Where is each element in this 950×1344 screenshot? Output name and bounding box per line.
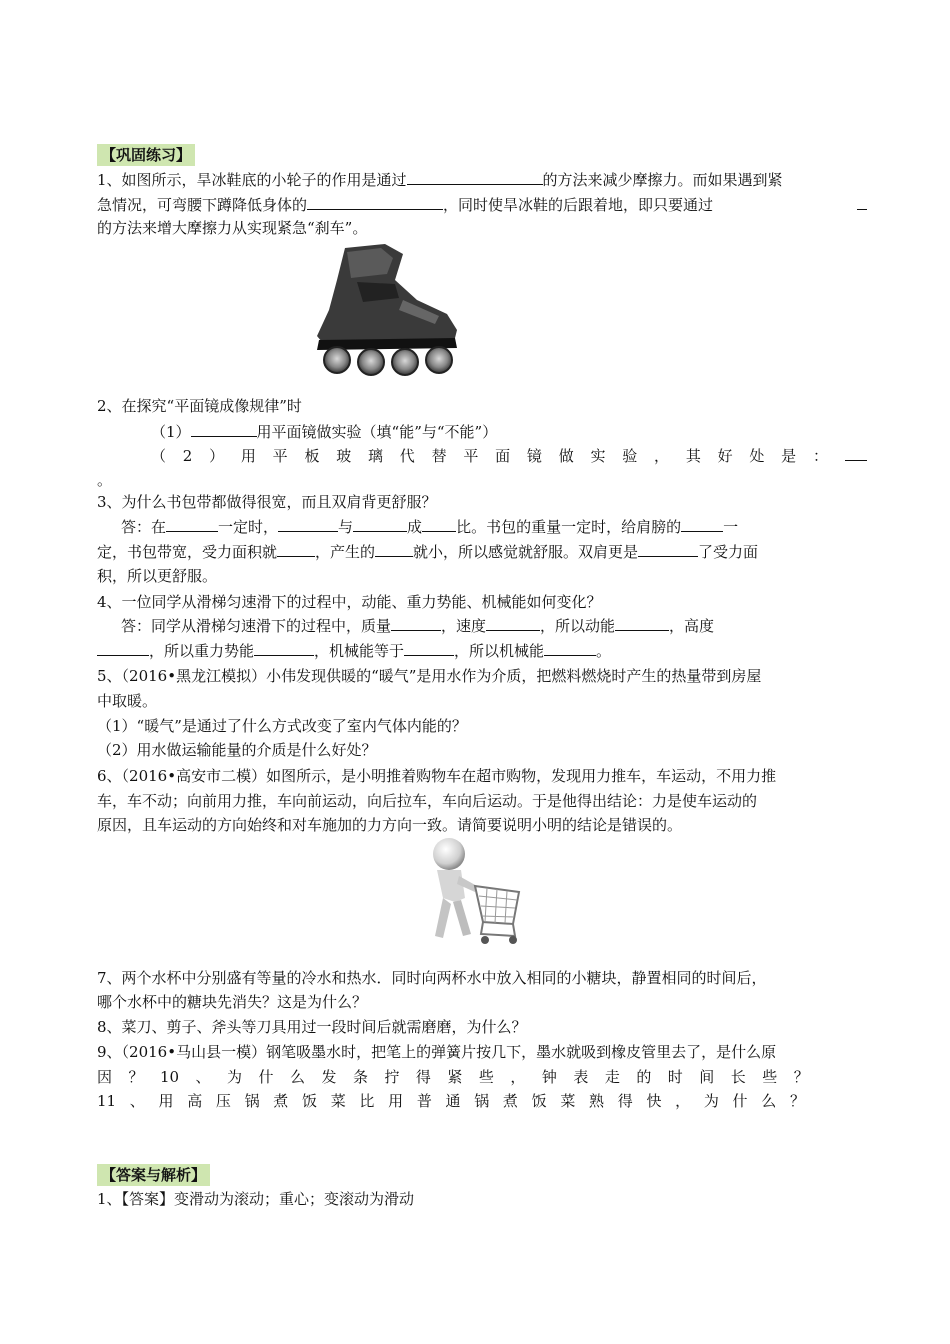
shopping-cart-figure-image (425, 836, 525, 948)
q4-line2: 答：同学从滑梯匀速滑下的过程中，质量 ，速度 ，所以动能 ，高度 (97, 614, 867, 639)
q4-blank5[interactable] (254, 639, 314, 656)
q3-blank8[interactable] (638, 540, 698, 557)
q7-line1: 7、两个水杯中分别盛有等量的冷水和热水．同时向两杯水中放入相同的小糖块，静置相同的时间后， (97, 969, 767, 987)
q5-line1: 5、（2016•黑龙江模拟）小伟发现供暖的“暖气”是用水作为介质，把燃料燃烧时产生的热量带到房屋 (97, 667, 762, 685)
q9-line2: 因 ？ 10 、 为 什 么 发 条 拧 得 紧 些 ， 钟 表 走 的 时 间 长 些 ？ (97, 1068, 809, 1086)
q3-blank1[interactable] (166, 515, 218, 532)
q4-blank4[interactable] (97, 639, 149, 656)
q6-line3: 原因，且车运动的方向始终和对车施加的力方向一致。请简要说明小明的结论是错误的。 (97, 816, 683, 834)
q1-line3: 的方法来增大摩擦力从实现紧急“刹车”。 (97, 219, 368, 237)
q3-blank2[interactable] (278, 515, 338, 532)
q2-blank1[interactable] (191, 420, 257, 437)
q1-line1: 1、如图所示，旱冰鞋底的小轮子的作用是通过 的方法来减少摩擦力。而如果遇到紧 (97, 168, 867, 193)
q1-blank3[interactable] (857, 193, 867, 210)
q4-blank2[interactable] (486, 614, 540, 631)
q2-end: 。 (97, 471, 113, 489)
q9-line3: 11 、 用 高 压 锅 煮 饭 菜 比 用 普 通 锅 煮 饭 菜 熟 得 快 ， 为 什 么 ？ (97, 1092, 805, 1110)
q4-line3: ，所以重力势能 ，机械能等于 ，所以机械能 。 (97, 639, 867, 664)
q7-line2: 哪个水杯中的糖块先消失？这是为什么？ (97, 993, 368, 1011)
q2-blank2[interactable] (845, 444, 867, 461)
q2-sub2: （ 2 ） 用 平 板 玻 璃 代 替 平 面 镜 做 实 验 ， 其 好 处 是 ： (97, 444, 867, 469)
q4-blank6[interactable] (404, 639, 454, 656)
q3-blank4[interactable] (422, 515, 456, 532)
q3-blank5[interactable] (681, 515, 723, 532)
q2-line1: 2、在探究“平面镜成像规律”时 (97, 397, 302, 415)
q3-line2: 答：在 一定时， 与 成 比。书包的重量一定时，给肩膀的 一 (97, 515, 867, 540)
q9-line1: 9、（2016•马山县一模）钢笔吸墨水时，把笔上的弹簧片按几下，墨水就吸到橡皮管里去了，是什么原 (97, 1043, 777, 1061)
q6-line1: 6、（2016•高安市二模）如图所示，是小明推着购物车在超市购物，发现用力推车，车运动，不用力推 (97, 767, 777, 785)
q5-line3: （1）“暖气”是通过了什么方式改变了室内气体内能的？ (97, 717, 467, 735)
q4-line1: 4、一位同学从滑梯匀速滑下的过程中，动能、重力势能、机械能如何变化？ (97, 593, 602, 611)
section-practice-title: 【巩固练习】 (97, 144, 195, 166)
q1-line2: 急情况，可弯腰下蹲降低身体的 ，同时使旱冰鞋的后跟着地，即只要通过 (97, 193, 867, 218)
a1-line1: 1、【答案】变滑动为滚动；重心；变滚动为滑动 (97, 1190, 415, 1208)
q3-blank3[interactable] (353, 515, 407, 532)
q3-line4: 积，所以更舒服。 (97, 567, 218, 585)
q1-blank2[interactable] (307, 193, 443, 210)
q5-line4: （2）用水做运输能量的介质是什么好处？ (97, 741, 377, 759)
q6-line2: 车，车不动；向前用力推，车向前运动，向后拉车，车向后运动。于是他得出结论：力是使车运动的 (97, 792, 758, 810)
q3-line1: 3、为什么书包带都做得很宽，而且双肩背更舒服？ (97, 493, 437, 511)
q2-sub1: （1） 用平面镜做实验（填“能”与“不能”） (97, 420, 867, 445)
section-answer-title: 【答案与解析】 (97, 1164, 210, 1186)
inline-skate-image (307, 240, 467, 378)
q3-blank7[interactable] (375, 540, 413, 557)
q5-line2: 中取暖。 (97, 692, 158, 710)
q4-blank3[interactable] (615, 614, 669, 631)
q4-blank7[interactable] (544, 639, 596, 656)
q1-blank1[interactable] (407, 168, 543, 185)
q8-line1: 8、菜刀、剪子、斧头等刀具用过一段时间后就需磨磨，为什么？ (97, 1018, 527, 1036)
q3-line3: 定，书包带宽，受力面积就 ，产生的 就小，所以感觉就舒服。双肩更是 了受力面 (97, 540, 867, 565)
q3-blank6[interactable] (277, 540, 315, 557)
q4-blank1[interactable] (391, 614, 441, 631)
